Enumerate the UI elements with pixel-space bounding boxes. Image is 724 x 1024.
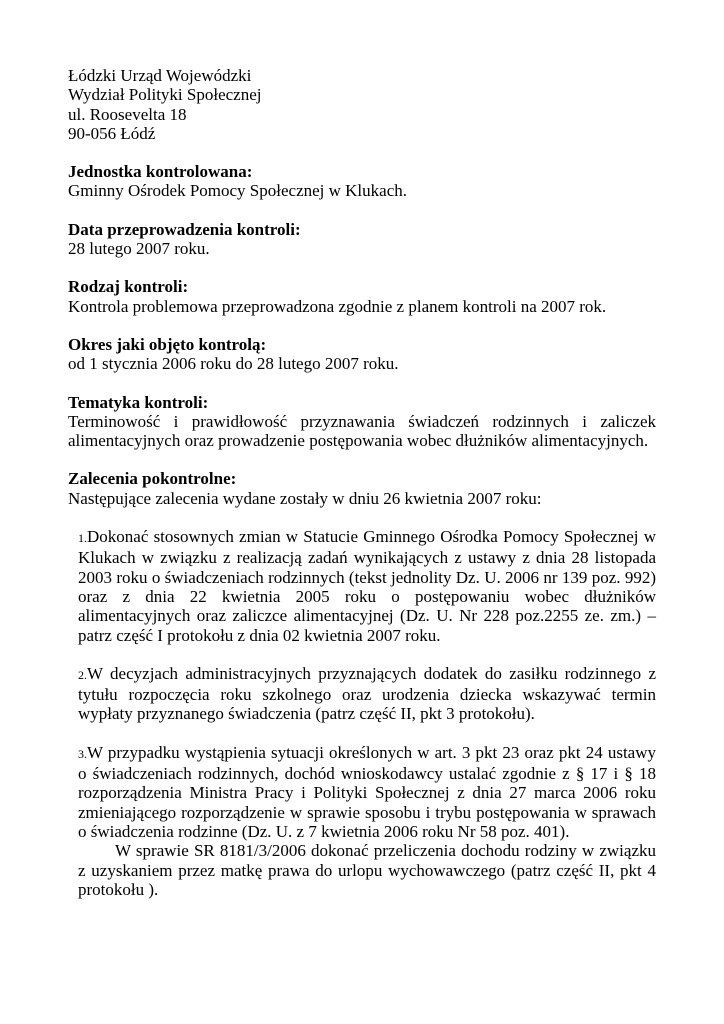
- recommendations-section: [68, 469, 656, 899]
- recommendation-text: W decyzjach administracyjnych przyznających dodatek do zasiłku rodzinnego z tytułu rozpoczęcia roku szkolnego oraz urodzenia dziecka wskazywać termin wypłaty przyznanego świadczenia (patrz część II, pkt 3 protokołu).: [78, 663, 656, 724]
- recommendation-number: 1.: [78, 531, 87, 546]
- recommendation-item-2: [68, 664, 656, 724]
- inspection-type-heading: Rodzaj kontroli:: [68, 277, 189, 297]
- recommendation-text: Dokonać stosownych zmian w Statucie Gminnego Ośrodka Pomocy Społecznej w Klukach w związku z realizacją zadań wynikających z ustawy z dnia 28 listopada 2003 roku o świadczeniach rodzinnych (tekst jednolity Dz. U. 2006 nr 139 poz. 992) oraz z dnia 22 kwietnia 2005 roku o postępowaniu wobec dłużników alimentacyjnych oraz zaliczce alimentacyjnej (Dz. U. Nr 228 poz.2255 ze. zm.) – patrz część I protokołu z dnia 02 kwietnia 2007 roku.: [78, 527, 656, 645]
- recommendation-item-3: [68, 743, 656, 899]
- recommendation-number: 3.: [78, 746, 87, 761]
- address-block: [68, 66, 656, 143]
- recommendations-heading: Zalecenia pokontrolne:: [68, 469, 237, 489]
- recommendation-item-1: [68, 527, 656, 645]
- recommendation-text: W przypadku wystąpienia sytuacji określonych w art. 3 pkt 23 oraz pkt 24 ustawy o świadczeniach rodzinnych, dochód wnioskodawcy ustalać zgodnie z § 17 i § 18 rozporządzenia Ministra Pracy i Polityki Społecznej z dnia 27 marca 2006 roku zmieniającego rozporządzenie w sprawie sposobu i trybu postępowania w sprawach o świadczenia rodzinne (Dz. U. z 7 kwietnia 2006 roku Nr 58 poz. 401).: [78, 742, 656, 841]
- inspection-topic-section: [68, 393, 656, 451]
- inspection-date-heading: Data przeprowadzenia kontroli:: [68, 219, 301, 239]
- inspection-type-section: [68, 277, 656, 316]
- inspection-period-section: [68, 335, 656, 374]
- inspection-period-heading: Okres jaki objęto kontrolą:: [68, 334, 267, 354]
- inspection-date-text: 28 lutego 2007 roku.: [68, 239, 210, 259]
- address-line-city: 90-056 Łódź: [68, 123, 156, 143]
- document-page: [68, 66, 656, 899]
- inspection-date-section: [68, 220, 656, 259]
- inspection-type-text: Kontrola problemowa przeprowadzona zgodnie z planem kontroli na 2007 rok.: [68, 296, 607, 316]
- recommendation-number: 2.: [78, 667, 87, 682]
- inspection-period-text: od 1 stycznia 2006 roku do 28 lutego 2007 roku.: [68, 354, 399, 374]
- address-line-street: ul. Roosevelta 18: [68, 104, 187, 124]
- controlled-unit-heading: Jednostka kontrolowana:: [68, 162, 253, 182]
- inspection-topic-heading: Tematyka kontroli:: [68, 392, 209, 412]
- recommendations-intro: Następujące zalecenia wydane zostały w dniu 26 kwietnia 2007 roku:: [68, 488, 542, 508]
- controlled-unit-section: [68, 162, 656, 201]
- address-line-office: Łódzki Urząd Wojewódzki: [68, 66, 252, 85]
- inspection-topic-text: Terminowość i prawidłowość przyznawania świadczeń rodzinnych i zaliczek alimentacyjnych oraz prowadzenie postępowania wobec dłużników alimentacyjnych.: [68, 411, 656, 451]
- controlled-unit-text: Gminny Ośrodek Pomocy Społecznej w Klukach.: [68, 181, 407, 201]
- recommendation-continuation: W sprawie SR 8181/3/2006 dokonać przeliczenia dochodu rodziny w związku z uzyskaniem przez matkę prawa do urlopu wychowawczego (patrz część II, pkt 4 protokołu ).: [78, 841, 656, 899]
- address-line-department: Wydział Polityki Społecznej: [68, 85, 262, 105]
